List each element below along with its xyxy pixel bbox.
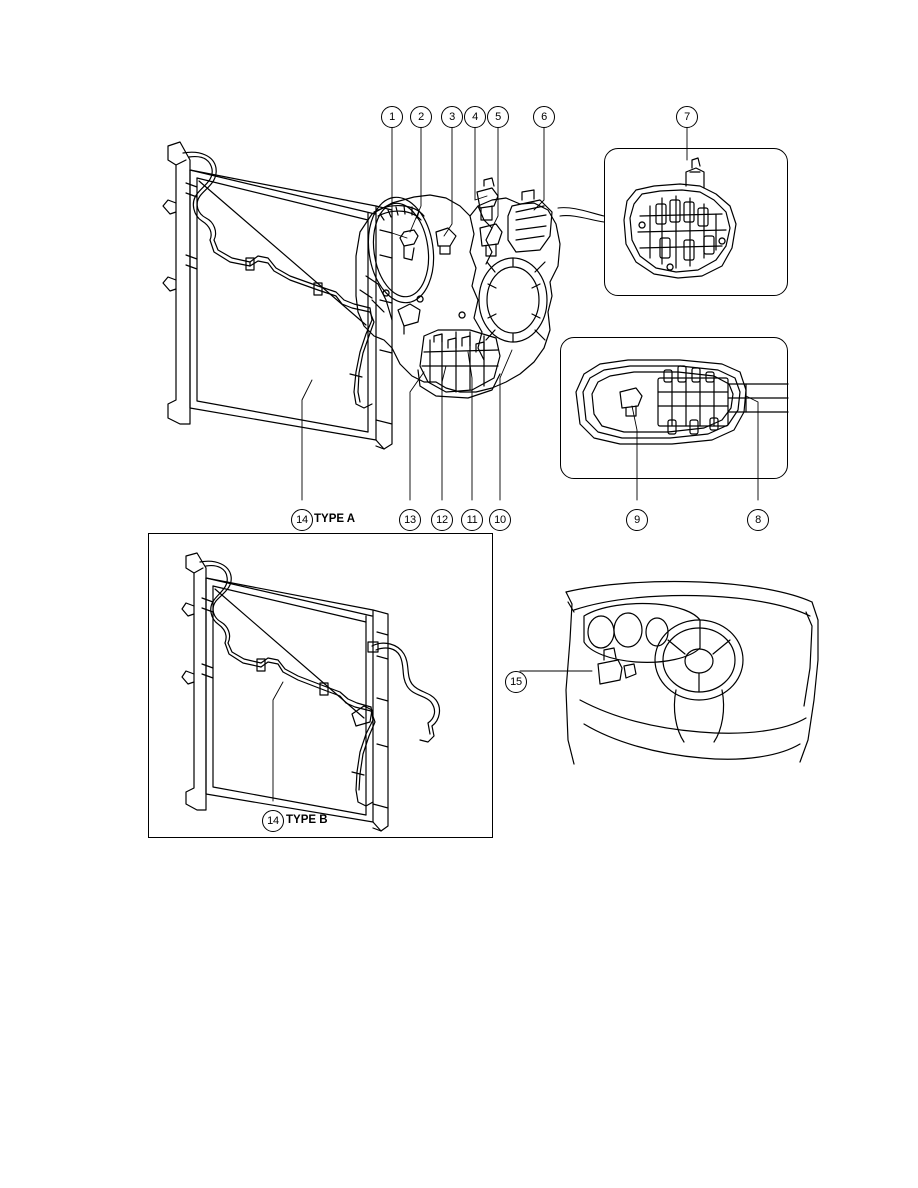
radiator-frame-type-a — [163, 142, 392, 449]
callout-2: 2 — [410, 106, 432, 128]
dashboard-view — [566, 581, 818, 764]
callout-3: 3 — [441, 106, 463, 128]
type-b-panel-border — [148, 533, 493, 838]
callout-13: 13 — [399, 509, 421, 531]
detail-panel-7-border — [604, 148, 788, 296]
callout-8: 8 — [747, 509, 769, 531]
caption-type-b: TYPE B — [286, 814, 328, 826]
callout-6: 6 — [533, 106, 555, 128]
callout-12: 12 — [431, 509, 453, 531]
callout-9: 9 — [626, 509, 648, 531]
callout-5: 5 — [487, 106, 509, 128]
detail-panel-8-border — [560, 337, 788, 479]
callout-11: 11 — [461, 509, 483, 531]
callout-7: 7 — [676, 106, 698, 128]
transaxle-assembly-type-a — [356, 178, 560, 398]
caption-type-a: TYPE A — [314, 513, 356, 525]
callout-14-type-a: 14 — [291, 509, 313, 531]
callout-1: 1 — [381, 106, 403, 128]
callout-10: 10 — [489, 509, 511, 531]
callout-14-type-b: 14 — [262, 810, 284, 832]
callout-15: 15 — [505, 671, 527, 693]
callout-4: 4 — [464, 106, 486, 128]
